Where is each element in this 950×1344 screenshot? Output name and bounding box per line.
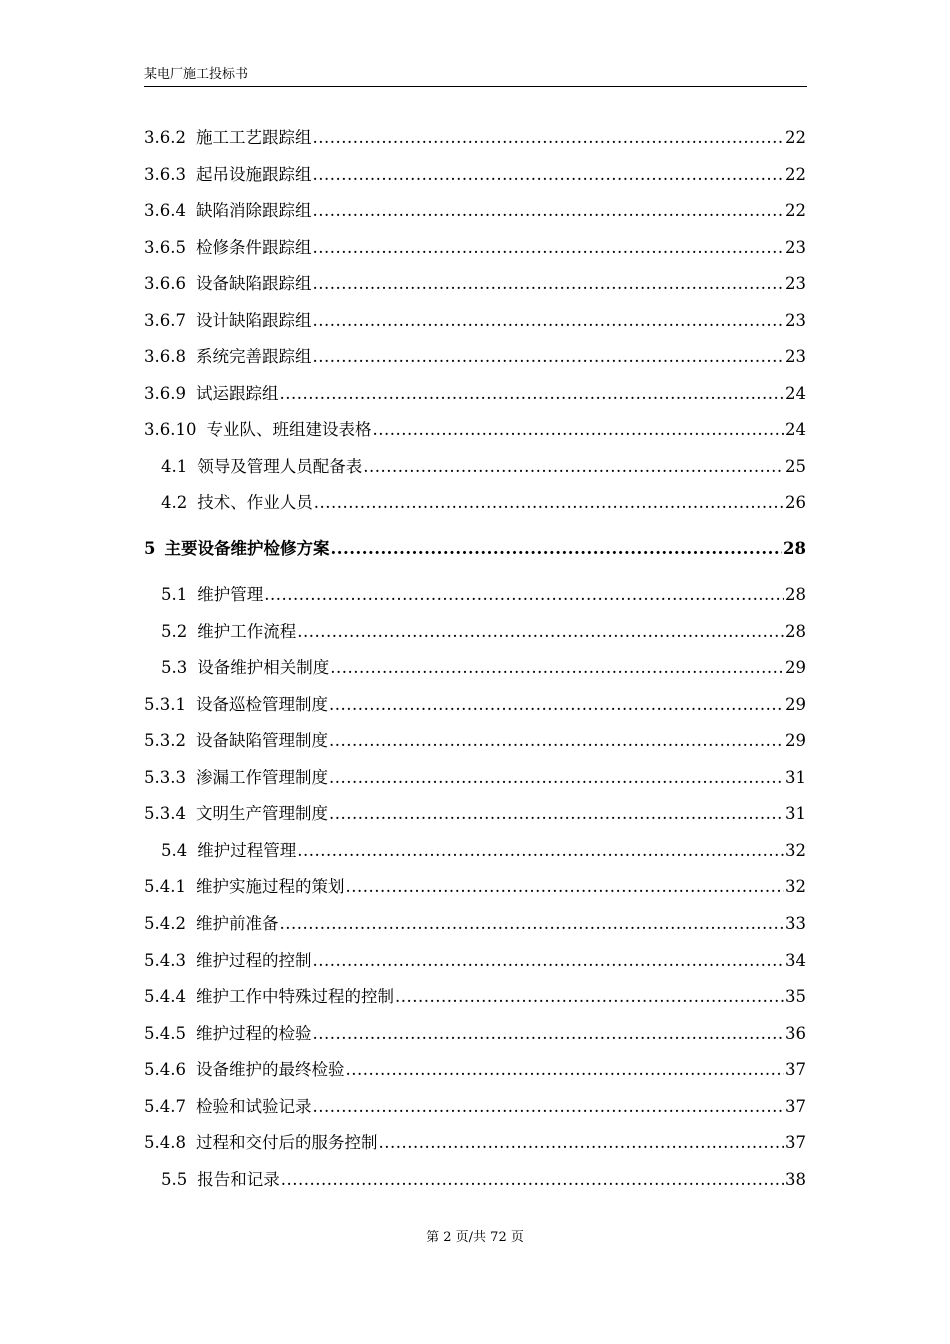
toc-entry[interactable] <box>144 272 806 296</box>
toc-number: 3.6.7 <box>144 311 186 330</box>
toc-title: 设备维护相关制度 <box>197 658 330 677</box>
toc-title: 系统完善跟踪组 <box>195 347 312 366</box>
page-footer <box>0 1229 950 1247</box>
toc-leader <box>312 126 784 150</box>
toc-page-number: 34 <box>785 951 806 970</box>
toc-number: 5.3.4 <box>144 804 186 823</box>
toc-page-number: 22 <box>785 201 806 220</box>
toc-title: 主要设备维护检修方案 <box>164 539 330 558</box>
toc-page-number: 31 <box>785 804 806 823</box>
toc-page-number: 38 <box>785 1170 806 1189</box>
toc-title: 缺陷消除跟踪组 <box>195 201 312 220</box>
toc-leader <box>312 1022 784 1046</box>
toc-title: 维护管理 <box>197 585 264 604</box>
toc-entry[interactable] <box>144 455 806 479</box>
toc-chapter-entry[interactable] <box>144 537 806 561</box>
toc-entry[interactable] <box>144 1058 806 1082</box>
page-header <box>144 66 807 87</box>
toc-title: 设备维护的最终检验 <box>195 1060 345 1079</box>
toc-page-number: 37 <box>785 1060 806 1079</box>
toc-title: 设备缺陷跟踪组 <box>195 274 312 293</box>
toc-page-number: 28 <box>783 539 806 558</box>
toc-number: 5.4 <box>161 841 188 860</box>
toc-number: 5.3.2 <box>144 731 186 750</box>
toc-number: 5.3.1 <box>144 695 186 714</box>
toc-page-number: 28 <box>785 585 806 604</box>
toc-number: 3.6.4 <box>144 201 186 220</box>
toc-title: 维护过程管理 <box>197 841 297 860</box>
toc-title: 维护前准备 <box>195 914 279 933</box>
toc-page-number: 23 <box>785 347 806 366</box>
toc-number: 3.6.3 <box>144 165 186 184</box>
toc-entry[interactable] <box>144 1168 806 1192</box>
toc-page-number: 24 <box>785 384 806 403</box>
toc-number: 5.3.3 <box>144 768 186 787</box>
toc-title: 专业队、班组建设表格 <box>206 420 372 439</box>
toc-number: 3.6.2 <box>144 128 186 147</box>
toc-page-number: 31 <box>785 768 806 787</box>
toc-entry[interactable] <box>144 656 806 680</box>
toc-entry[interactable] <box>144 163 806 187</box>
toc-title: 起吊设施跟踪组 <box>195 165 312 184</box>
toc-number: 5.4.1 <box>144 877 186 896</box>
toc-page-number: 29 <box>785 658 806 677</box>
toc-title: 技术、作业人员 <box>197 493 313 512</box>
toc-leader <box>281 1168 784 1192</box>
toc-leader <box>312 163 784 187</box>
toc-page-number: 22 <box>785 128 806 147</box>
toc-number: 5.4.3 <box>144 951 186 970</box>
toc-page-number: 37 <box>785 1133 806 1152</box>
toc-number: 4.2 <box>161 493 188 512</box>
toc-leader <box>312 345 784 369</box>
toc-leader <box>329 802 784 826</box>
toc-leader <box>312 272 784 296</box>
toc-title: 维护工作流程 <box>197 622 297 641</box>
toc-entry[interactable] <box>144 126 806 150</box>
toc-page-number: 33 <box>785 914 806 933</box>
toc-title: 报告和记录 <box>197 1170 280 1189</box>
toc-leader <box>279 382 784 406</box>
toc-number: 3.6.8 <box>144 347 186 366</box>
toc-page-number: 26 <box>785 493 806 512</box>
toc-leader <box>329 766 784 790</box>
toc-page-number: 32 <box>785 841 806 860</box>
toc-entry[interactable] <box>144 693 806 717</box>
toc-number: 5.2 <box>161 622 188 641</box>
toc-entry[interactable] <box>144 729 806 753</box>
toc-entry[interactable] <box>144 382 806 406</box>
toc-number: 5.4.6 <box>144 1060 186 1079</box>
toc-leader <box>297 620 784 644</box>
toc-title: 试运跟踪组 <box>195 384 279 403</box>
toc-number: 5.4.8 <box>144 1133 186 1152</box>
toc-title: 领导及管理人员配备表 <box>197 457 363 476</box>
toc-entry[interactable] <box>144 839 806 863</box>
toc-page-number: 23 <box>785 274 806 293</box>
toc-number: 3.6.5 <box>144 238 186 257</box>
toc-page-number: 23 <box>785 238 806 257</box>
toc-leader <box>314 491 784 515</box>
toc-entry[interactable] <box>144 1095 806 1119</box>
toc-title: 检验和试验记录 <box>195 1097 312 1116</box>
toc-title: 维护过程的控制 <box>195 951 312 970</box>
toc-number: 5.3 <box>161 658 188 677</box>
toc-number: 5.4.2 <box>144 914 186 933</box>
toc-title: 设备巡检管理制度 <box>195 695 328 714</box>
toc-page-number: 24 <box>785 420 806 439</box>
toc-entry[interactable] <box>144 418 806 442</box>
toc-leader <box>329 729 784 753</box>
toc-page-number: 36 <box>785 1024 806 1043</box>
toc-entry[interactable] <box>144 309 806 333</box>
toc-entry[interactable] <box>144 1022 806 1046</box>
toc-leader <box>264 583 784 607</box>
toc-entry[interactable] <box>144 985 806 1009</box>
toc-number: 5.4.7 <box>144 1097 186 1116</box>
toc-title: 文明生产管理制度 <box>195 804 328 823</box>
toc-entry[interactable] <box>144 949 806 973</box>
toc-leader <box>330 656 784 680</box>
toc-entry[interactable] <box>144 583 806 607</box>
toc-entry[interactable] <box>144 620 806 644</box>
toc-entry[interactable] <box>144 236 806 260</box>
toc-page-number: 28 <box>785 622 806 641</box>
toc-entry[interactable] <box>144 912 806 936</box>
toc-title: 过程和交付后的服务控制 <box>195 1133 378 1152</box>
toc-page-number: 23 <box>785 311 806 330</box>
toc-page-number: 37 <box>785 1097 806 1116</box>
toc-leader <box>372 418 784 442</box>
toc-entry[interactable] <box>144 875 806 899</box>
toc-entry[interactable] <box>144 766 806 790</box>
toc-page-number: 32 <box>785 877 806 896</box>
toc-number: 3.6.10 <box>144 420 197 439</box>
toc-entry[interactable] <box>144 802 806 826</box>
toc-number: 3.6.6 <box>144 274 186 293</box>
toc-leader <box>329 693 784 717</box>
toc-number: 5.1 <box>161 585 188 604</box>
toc-leader <box>279 912 784 936</box>
toc-number: 5.4.5 <box>144 1024 186 1043</box>
toc-leader <box>312 236 784 260</box>
toc-title: 施工工艺跟踪组 <box>195 128 312 147</box>
toc-leader <box>312 199 784 223</box>
toc-title: 维护过程的检验 <box>195 1024 312 1043</box>
toc-page-number: 29 <box>785 695 806 714</box>
toc-leader <box>312 309 784 333</box>
toc-title: 设计缺陷跟踪组 <box>195 311 312 330</box>
toc-number: 5.4.4 <box>144 987 186 1006</box>
toc-entry[interactable] <box>144 491 806 515</box>
toc-page-number: 22 <box>785 165 806 184</box>
toc-number: 4.1 <box>161 457 188 476</box>
toc-leader <box>378 1131 784 1155</box>
toc-number: 3.6.9 <box>144 384 186 403</box>
page-number-label: 第 2 页/共 72 页 <box>426 1230 524 1245</box>
toc-entry[interactable] <box>144 199 806 223</box>
toc-entry[interactable] <box>144 345 806 369</box>
toc-number: 5 <box>144 539 156 558</box>
toc-page-number: 25 <box>785 457 806 476</box>
toc-number: 5.5 <box>161 1170 188 1189</box>
toc-title: 维护实施过程的策划 <box>195 877 345 896</box>
toc-entry[interactable] <box>144 1131 806 1155</box>
toc-title: 维护工作中特殊过程的控制 <box>195 987 394 1006</box>
toc-leader <box>312 1095 784 1119</box>
header-title: 某电厂施工投标书 <box>144 67 249 82</box>
toc-page-number: 35 <box>785 987 806 1006</box>
toc-title: 渗漏工作管理制度 <box>195 768 328 787</box>
toc-leader <box>330 537 782 561</box>
toc-leader <box>312 949 784 973</box>
toc-leader <box>395 985 784 1009</box>
toc-title: 检修条件跟踪组 <box>195 238 312 257</box>
toc-leader <box>297 839 784 863</box>
toc-leader <box>345 875 784 899</box>
toc-leader <box>363 455 784 479</box>
toc-page-number: 29 <box>785 731 806 750</box>
toc-leader <box>345 1058 784 1082</box>
toc-title: 设备缺陷管理制度 <box>195 731 328 750</box>
